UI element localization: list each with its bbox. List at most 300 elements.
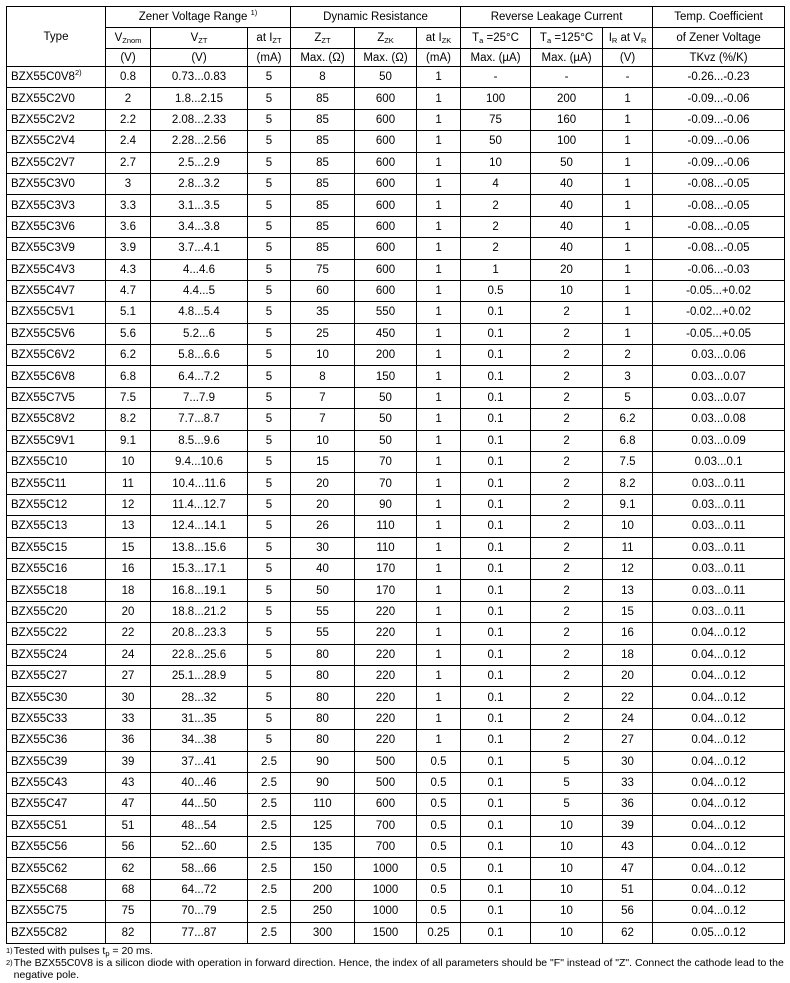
izt-cell: 2.5: [248, 901, 291, 922]
irvr-header: $I_R$ at $V_R$: [603, 28, 653, 49]
table-row: [7, 644, 785, 665]
tk-cell: -0.05...+0.02: [653, 280, 785, 301]
type-cell: BZX55C13: [7, 516, 106, 537]
izt-cell: 5: [248, 152, 291, 173]
tk-cell: 0.04...0.12: [653, 730, 785, 751]
vr-cell: 36: [603, 794, 653, 815]
type-cell: BZX55C6V2: [7, 345, 106, 366]
zzk-cell: 700: [355, 815, 417, 836]
footnote-1: [6, 945, 784, 957]
ir125-cell: 2: [531, 452, 603, 473]
zzk-cell: 600: [355, 173, 417, 194]
izt-cell: 5: [248, 109, 291, 130]
table-row: [7, 131, 785, 152]
ir25-cell: 0.1: [461, 837, 531, 858]
izt-cell: 5: [248, 366, 291, 387]
izk-cell: 1: [417, 387, 461, 408]
ir125-cell: 2: [531, 665, 603, 686]
type-cell: BZX55C3V0: [7, 173, 106, 194]
ir25-cell: 0.1: [461, 345, 531, 366]
ir25-cell: 0.1: [461, 537, 531, 558]
vr-cell: 43: [603, 837, 653, 858]
izk-cell: 0.5: [417, 837, 461, 858]
ir25-cell: 0.1: [461, 665, 531, 686]
vr-cell: 3: [603, 366, 653, 387]
izt-cell: 5: [248, 687, 291, 708]
zzt-cell: 8: [291, 67, 355, 88]
ir25-cell: 2: [461, 216, 531, 237]
ir125-cell: 20: [531, 259, 603, 280]
temp-coeff-header: Temp. Coefficient: [653, 7, 785, 28]
vr-cell: 1: [603, 152, 653, 173]
izk-cell: 1: [417, 516, 461, 537]
vzt-cell: 1.8...2.15: [151, 88, 248, 109]
type-cell: BZX55C2V4: [7, 131, 106, 152]
izk-cell: 1: [417, 238, 461, 259]
izk-cell: 1: [417, 67, 461, 88]
ir25-cell: 0.1: [461, 730, 531, 751]
ir125-cell: 2: [531, 323, 603, 344]
izk-cell: 1: [417, 88, 461, 109]
ir125-cell: 40: [531, 195, 603, 216]
ir25-cell: 10: [461, 152, 531, 173]
unit-cell: Max. (µA): [531, 49, 603, 67]
izt-cell: 5: [248, 216, 291, 237]
izt-cell: 5: [248, 601, 291, 622]
izk-cell: 1: [417, 152, 461, 173]
footnote-text: Tested with pulses $t_p = 20$ ms.: [13, 945, 153, 959]
ir25-cell: 0.1: [461, 794, 531, 815]
table-row: [7, 730, 785, 751]
vr-cell: 51: [603, 879, 653, 900]
izt-cell: 5: [248, 665, 291, 686]
vr-cell: 16: [603, 623, 653, 644]
zzk-cell: 600: [355, 216, 417, 237]
ir125-cell: 10: [531, 901, 603, 922]
izk-cell: 0.5: [417, 815, 461, 836]
vr-cell: 56: [603, 901, 653, 922]
ir25-cell: 0.1: [461, 516, 531, 537]
izk-cell: 1: [417, 109, 461, 130]
table-row: [7, 687, 785, 708]
ir125-cell: 100: [531, 131, 603, 152]
ir25-header: $T_a =25^\circ C$: [461, 28, 531, 49]
vr-cell: 5: [603, 387, 653, 408]
zzt-cell: 110: [291, 794, 355, 815]
type-cell: BZX55C4V3: [7, 259, 106, 280]
vzt-cell: 9.4...10.6: [151, 452, 248, 473]
zzt-cell: 300: [291, 922, 355, 943]
izt-cell: 5: [248, 494, 291, 515]
izt-cell: 2.5: [248, 858, 291, 879]
zzk-cell: 50: [355, 67, 417, 88]
izt-cell: 5: [248, 131, 291, 152]
vznom-cell: 16: [106, 558, 151, 579]
tk-cell: 0.03...0.11: [653, 494, 785, 515]
tk-cell: 0.05...0.12: [653, 922, 785, 943]
vzt-cell: 31...35: [151, 708, 248, 729]
type-cell: BZX55C47: [7, 794, 106, 815]
tk-cell: 0.04...0.12: [653, 687, 785, 708]
zzt-cell: 135: [291, 837, 355, 858]
table-row: [7, 302, 785, 323]
vr-cell: 6.2: [603, 409, 653, 430]
ir125-cell: 2: [531, 730, 603, 751]
izk-cell: 1: [417, 623, 461, 644]
zzt-header: $Z_{ZT}$: [291, 28, 355, 49]
zzt-cell: 80: [291, 730, 355, 751]
ir25-cell: 0.1: [461, 387, 531, 408]
zzt-cell: 85: [291, 173, 355, 194]
izt-cell: 5: [248, 537, 291, 558]
table-row: [7, 67, 785, 88]
ir25-cell: 0.1: [461, 815, 531, 836]
table-row: [7, 387, 785, 408]
tk-cell: 0.04...0.12: [653, 815, 785, 836]
izk-cell: 1: [417, 452, 461, 473]
zzt-cell: 125: [291, 815, 355, 836]
vznom-cell: 36: [106, 730, 151, 751]
vzt-cell: 13.8...15.6: [151, 537, 248, 558]
vzt-cell: 52...60: [151, 837, 248, 858]
vznom-cell: 5.6: [106, 323, 151, 344]
table-row: [7, 280, 785, 301]
table-row: [7, 173, 785, 194]
vzt-cell: 58...66: [151, 858, 248, 879]
table-row: [7, 88, 785, 109]
footnote-text: The BZX55C0V8 is a silicon diode with operation in forward direction. Hence, the index of all parameters should be "F" instead of "Z". Connect the cathode lead to the negative pole.: [13, 957, 784, 982]
type-cell: BZX55C6V8: [7, 366, 106, 387]
izt-cell: 2.5: [248, 879, 291, 900]
izk-cell: 1: [417, 473, 461, 494]
type-cell: BZX55C5V6: [7, 323, 106, 344]
tk-cell: 0.04...0.12: [653, 623, 785, 644]
vr-cell: 30: [603, 751, 653, 772]
vznom-cell: 24: [106, 644, 151, 665]
izt-cell: 5: [248, 173, 291, 194]
tk-cell: 0.04...0.12: [653, 794, 785, 815]
vzt-cell: 3.4...3.8: [151, 216, 248, 237]
vzt-cell: 44...50: [151, 794, 248, 815]
tk-cell: 0.03...0.11: [653, 580, 785, 601]
ir25-cell: 0.1: [461, 366, 531, 387]
ir25-cell: 0.1: [461, 601, 531, 622]
ir125-cell: 2: [531, 687, 603, 708]
ir125-cell: 2: [531, 387, 603, 408]
izt-cell: 5: [248, 67, 291, 88]
ir25-cell: 0.5: [461, 280, 531, 301]
type-header: Type: [7, 7, 106, 67]
zzk-cell: 220: [355, 601, 417, 622]
vznom-cell: 2.7: [106, 152, 151, 173]
vr-cell: 1: [603, 323, 653, 344]
zzt-cell: 7: [291, 409, 355, 430]
tk-cell: -0.09...-0.06: [653, 152, 785, 173]
tk-cell: -0.05...+0.05: [653, 323, 785, 344]
vznom-cell: 39: [106, 751, 151, 772]
ir125-cell: 10: [531, 858, 603, 879]
izk-cell: 1: [417, 345, 461, 366]
vzt-cell: 10.4...11.6: [151, 473, 248, 494]
tk-cell: 0.03...0.1: [653, 452, 785, 473]
table-row: [7, 751, 785, 772]
tk-cell: 0.04...0.12: [653, 772, 785, 793]
vzt-cell: 15.3...17.1: [151, 558, 248, 579]
tk-cell: 0.03...0.09: [653, 430, 785, 451]
zzt-cell: 35: [291, 302, 355, 323]
ir25-cell: 0.1: [461, 302, 531, 323]
vr-cell: 12: [603, 558, 653, 579]
vr-cell: 62: [603, 922, 653, 943]
tk-cell: -0.08...-0.05: [653, 238, 785, 259]
zzk-cell: 150: [355, 366, 417, 387]
table-row: [7, 473, 785, 494]
izk-cell: 1: [417, 409, 461, 430]
table-row: [7, 345, 785, 366]
footnote-2: [6, 957, 784, 981]
vznom-cell: 43: [106, 772, 151, 793]
vznom-cell: 3.9: [106, 238, 151, 259]
vr-cell: 7.5: [603, 452, 653, 473]
izt-cell: 5: [248, 302, 291, 323]
izk-cell: 1: [417, 708, 461, 729]
tk-cell: 0.04...0.12: [653, 644, 785, 665]
zener-spec-table: [6, 6, 785, 944]
dynamic-resistance-header: Dynamic Resistance: [291, 7, 461, 28]
vr-cell: 27: [603, 730, 653, 751]
vzt-cell: 16.8...19.1: [151, 580, 248, 601]
vzt-cell: 8.5...9.6: [151, 430, 248, 451]
vznom-cell: 6.8: [106, 366, 151, 387]
zzk-cell: 220: [355, 687, 417, 708]
tk-cell: 0.03...0.11: [653, 537, 785, 558]
izt-cell: 5: [248, 195, 291, 216]
table-row: [7, 879, 785, 900]
zzt-cell: 10: [291, 345, 355, 366]
tk-cell: 0.03...0.11: [653, 473, 785, 494]
vzt-cell: 37...41: [151, 751, 248, 772]
izk-cell: 0.5: [417, 858, 461, 879]
vznom-cell: 56: [106, 837, 151, 858]
ir125-cell: 2: [531, 302, 603, 323]
ir125-cell: 2: [531, 430, 603, 451]
zzk-cell: 600: [355, 152, 417, 173]
temp-coeff-header-2: of Zener Voltage: [653, 28, 785, 49]
izt-cell: 2.5: [248, 751, 291, 772]
tk-cell: 0.04...0.12: [653, 708, 785, 729]
type-cell: BZX55C22: [7, 623, 106, 644]
vznom-cell: 33: [106, 708, 151, 729]
type-cell: BZX55C3V3: [7, 195, 106, 216]
tk-cell: -0.26...-0.23: [653, 67, 785, 88]
ir25-cell: 75: [461, 109, 531, 130]
izk-cell: 1: [417, 173, 461, 194]
vzt-cell: 6.4...7.2: [151, 366, 248, 387]
zzk-cell: 170: [355, 558, 417, 579]
type-cell: BZX55C20: [7, 601, 106, 622]
izk-cell: 1: [417, 280, 461, 301]
table-row: [7, 665, 785, 686]
vr-cell: 1: [603, 216, 653, 237]
vznom-cell: 3.6: [106, 216, 151, 237]
zzk-cell: 50: [355, 430, 417, 451]
ir25-cell: 0.1: [461, 323, 531, 344]
zzk-cell: 220: [355, 665, 417, 686]
izk-cell: 1: [417, 601, 461, 622]
vr-cell: 33: [603, 772, 653, 793]
vzt-cell: 64...72: [151, 879, 248, 900]
vr-cell: 1: [603, 238, 653, 259]
ir25-cell: 0.1: [461, 751, 531, 772]
type-cell: BZX55C75: [7, 901, 106, 922]
zzk-cell: 1000: [355, 858, 417, 879]
izk-cell: 0.5: [417, 879, 461, 900]
zzk-cell: 600: [355, 794, 417, 815]
izt-cell: 5: [248, 430, 291, 451]
ir125-cell: 2: [531, 558, 603, 579]
zzt-cell: 15: [291, 452, 355, 473]
tk-cell: -0.08...-0.05: [653, 195, 785, 216]
vr-cell: 47: [603, 858, 653, 879]
zzk-cell: 550: [355, 302, 417, 323]
type-cell: BZX55C36: [7, 730, 106, 751]
table-row: [7, 580, 785, 601]
zzt-cell: 80: [291, 708, 355, 729]
tk-cell: 0.04...0.12: [653, 879, 785, 900]
zzt-cell: 75: [291, 259, 355, 280]
vznom-cell: 62: [106, 858, 151, 879]
zzt-cell: 85: [291, 238, 355, 259]
table-body: [7, 67, 785, 944]
vznom-cell: 3: [106, 173, 151, 194]
vzt-cell: 48...54: [151, 815, 248, 836]
izk-cell: 1: [417, 558, 461, 579]
table-row: [7, 323, 785, 344]
izk-cell: 1: [417, 580, 461, 601]
ir125-cell: 40: [531, 216, 603, 237]
table-row: [7, 494, 785, 515]
zzk-cell: 600: [355, 259, 417, 280]
izk-cell: 1: [417, 430, 461, 451]
zzk-cell: 50: [355, 409, 417, 430]
table-row: [7, 259, 785, 280]
ir125-cell: 2: [531, 644, 603, 665]
ir25-cell: 100: [461, 88, 531, 109]
type-cell: BZX55C5V1: [7, 302, 106, 323]
vr-cell: 22: [603, 687, 653, 708]
ir125-cell: 2: [531, 601, 603, 622]
table-row: [7, 708, 785, 729]
type-cell: BZX55C2V7: [7, 152, 106, 173]
zzt-cell: 10: [291, 430, 355, 451]
table-header: [7, 7, 785, 67]
zzk-cell: 50: [355, 387, 417, 408]
ir125-cell: 2: [531, 580, 603, 601]
unit-cell: (mA): [417, 49, 461, 67]
izt-cell: 2.5: [248, 772, 291, 793]
ir25-cell: 0.1: [461, 409, 531, 430]
vznom-cell: 82: [106, 922, 151, 943]
vznom-cell: 6.2: [106, 345, 151, 366]
type-cell: BZX55C15: [7, 537, 106, 558]
izt-cell: 5: [248, 730, 291, 751]
tk-cell: -0.09...-0.06: [653, 88, 785, 109]
vr-cell: 15: [603, 601, 653, 622]
izt-cell: 5: [248, 644, 291, 665]
vzt-cell: 18.8...21.2: [151, 601, 248, 622]
tk-cell: -0.09...-0.06: [653, 131, 785, 152]
izk-cell: 1: [417, 195, 461, 216]
vzt-cell: 4.4...5: [151, 280, 248, 301]
unit-cell: Max. (Ω): [291, 49, 355, 67]
zzt-cell: 85: [291, 88, 355, 109]
unit-cell: TKvz (%/K): [653, 49, 785, 67]
vznom-cell: 20: [106, 601, 151, 622]
type-cell: BZX55C7V5: [7, 387, 106, 408]
zzt-cell: 20: [291, 473, 355, 494]
zzt-cell: 26: [291, 516, 355, 537]
zzk-cell: 600: [355, 109, 417, 130]
ir125-cell: 5: [531, 751, 603, 772]
zzt-cell: 7: [291, 387, 355, 408]
izt-cell: 5: [248, 345, 291, 366]
vr-cell: 1: [603, 88, 653, 109]
table-row: [7, 366, 785, 387]
table-row: [7, 452, 785, 473]
tk-cell: 0.04...0.12: [653, 858, 785, 879]
izt-cell: 5: [248, 558, 291, 579]
ir25-cell: 0.1: [461, 430, 531, 451]
type-cell: BZX55C33: [7, 708, 106, 729]
ir125-cell: 2: [531, 623, 603, 644]
izt-cell: 5: [248, 623, 291, 644]
footnotes: [6, 945, 784, 981]
zzt-cell: 20: [291, 494, 355, 515]
vznom-cell: 10: [106, 452, 151, 473]
zener-range-header: Zener Voltage Range $^{1)}$: [106, 7, 291, 28]
ir25-cell: 50: [461, 131, 531, 152]
zzk-cell: 450: [355, 323, 417, 344]
type-cell: BZX55C9V1: [7, 430, 106, 451]
izk-cell: 1: [417, 537, 461, 558]
atizt-header: at $I_{ZT}$: [248, 28, 291, 49]
tk-cell: -0.06...-0.03: [653, 259, 785, 280]
vznom-cell: 7.5: [106, 387, 151, 408]
izt-cell: 5: [248, 387, 291, 408]
type-cell: BZX55C3V6: [7, 216, 106, 237]
tk-cell: 0.03...0.08: [653, 409, 785, 430]
zzk-cell: 220: [355, 623, 417, 644]
vznom-cell: 4.7: [106, 280, 151, 301]
izk-cell: 0.5: [417, 772, 461, 793]
zzt-cell: 80: [291, 665, 355, 686]
ir125-cell: 10: [531, 815, 603, 836]
type-cell: BZX55C68: [7, 879, 106, 900]
vr-cell: -: [603, 67, 653, 88]
vznom-cell: 75: [106, 901, 151, 922]
units-row: [7, 49, 785, 67]
ir25-cell: 0.1: [461, 858, 531, 879]
izt-cell: 5: [248, 88, 291, 109]
izt-cell: 2.5: [248, 794, 291, 815]
type-cell: BZX55C30: [7, 687, 106, 708]
ir125-cell: 2: [531, 516, 603, 537]
vzt-cell: 4.8...5.4: [151, 302, 248, 323]
vznom-cell: 18: [106, 580, 151, 601]
type-cell: BZX55C56: [7, 837, 106, 858]
ir25-cell: 2: [461, 195, 531, 216]
izt-cell: 5: [248, 580, 291, 601]
